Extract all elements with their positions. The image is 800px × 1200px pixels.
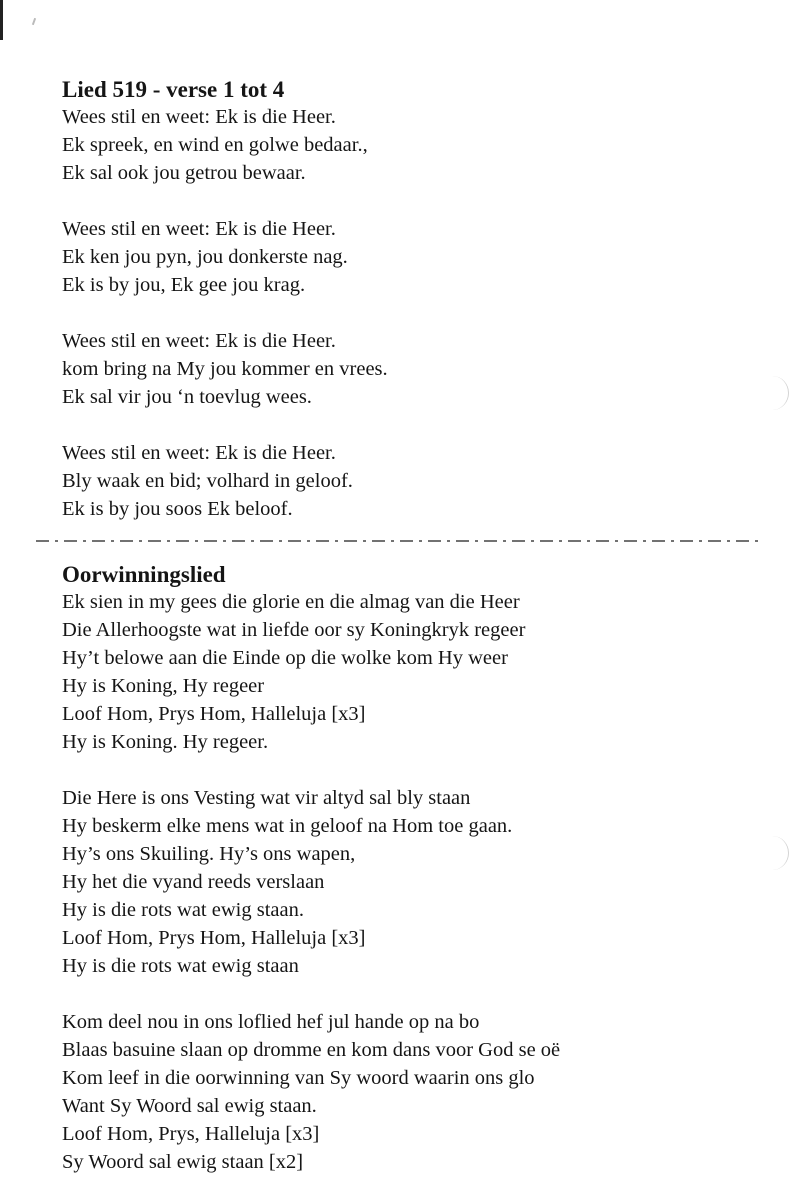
stanza <box>62 327 762 411</box>
lyric-line: Blaas basuine slaan op dromme en kom dans voor God se oë <box>62 1039 561 1061</box>
song-lyrics <box>62 588 762 1176</box>
stanza-gap <box>62 411 762 439</box>
scan-speck <box>32 18 36 25</box>
lyric-line: Hy het die vyand reeds verslaan <box>62 871 325 893</box>
song-lied-519 <box>62 77 762 523</box>
stanza <box>62 784 762 980</box>
song-oorwinningslied <box>62 562 762 1176</box>
lyric-line: Ek is by jou, Ek gee jou krag. <box>62 274 306 296</box>
stanza <box>62 103 762 187</box>
lyric-line: Wees stil en weet: Ek is die Heer. <box>62 442 336 464</box>
song-lyrics <box>62 103 762 523</box>
dash-dot-divider <box>36 540 760 542</box>
stanza <box>62 439 762 523</box>
lyric-line: Ek is by jou soos Ek beloof. <box>62 498 293 520</box>
lyric-line: Ek sien in my gees die glorie en die almag van die Heer <box>62 591 520 613</box>
lyric-line: Hy beskerm elke mens wat in geloof na Hom toe gaan. <box>62 815 513 837</box>
stanza-gap <box>62 299 762 327</box>
lyric-line: Hy is Koning. Hy regeer. <box>62 731 269 753</box>
stanza-gap <box>62 756 762 784</box>
lyric-line: Loof Hom, Prys Hom, Halleluja [x3] <box>62 927 366 949</box>
lyric-line: Wees stil en weet: Ek is die Heer. <box>62 330 336 352</box>
lyric-line: Loof Hom, Prys, Halleluja [x3] <box>62 1123 320 1145</box>
lyric-line: Ek spreek, en wind en golwe bedaar., <box>62 134 368 156</box>
stanza <box>62 215 762 299</box>
lyric-line: Hy is die rots wat ewig staan <box>62 955 299 977</box>
lyric-line: Want Sy Woord sal ewig staan. <box>62 1095 317 1117</box>
lyric-line: Ek sal ook jou getrou bewaar. <box>62 162 306 184</box>
lyric-line: Wees stil en weet: Ek is die Heer. <box>62 106 336 128</box>
lyric-line: Hy’t belowe aan die Einde op die wolke kom Hy weer <box>62 647 508 669</box>
lyric-line: Ek ken jou pyn, jou donkerste nag. <box>62 246 348 268</box>
stanza-gap <box>62 980 762 1008</box>
lyric-line: kom bring na My jou kommer en vrees. <box>62 358 388 380</box>
lyric-line: Ek sal vir jou ‘n toevlug wees. <box>62 386 312 408</box>
stanza <box>62 588 762 756</box>
lyric-line: Bly waak en bid; volhard in geloof. <box>62 470 353 492</box>
lyric-line: Die Here is ons Vesting wat vir altyd sal bly staan <box>62 787 471 809</box>
lyric-line: Sy Woord sal ewig staan [x2] <box>62 1151 304 1173</box>
lyric-line: Loof Hom, Prys Hom, Halleluja [x3] <box>62 703 366 725</box>
lyric-line: Wees stil en weet: Ek is die Heer. <box>62 218 336 240</box>
song-title: Lied 519 - verse 1 tot 4 <box>62 77 285 102</box>
lyric-line: Die Allerhoogste wat in liefde oor sy Koningkryk regeer <box>62 619 526 641</box>
scan-edge-mark <box>0 0 3 40</box>
stanza-gap <box>62 187 762 215</box>
lyric-line: Hy is die rots wat ewig staan. <box>62 899 304 921</box>
lyric-line: Kom leef in die oorwinning van Sy woord waarin ons glo <box>62 1067 535 1089</box>
lyric-line: Kom deel nou in ons loflied hef jul hande op na bo <box>62 1011 480 1033</box>
stanza <box>62 1008 762 1176</box>
song-title: Oorwinningslied <box>62 562 226 587</box>
lyric-line: Hy’s ons Skuiling. Hy’s ons wapen, <box>62 843 356 865</box>
lyric-line: Hy is Koning, Hy regeer <box>62 675 265 697</box>
